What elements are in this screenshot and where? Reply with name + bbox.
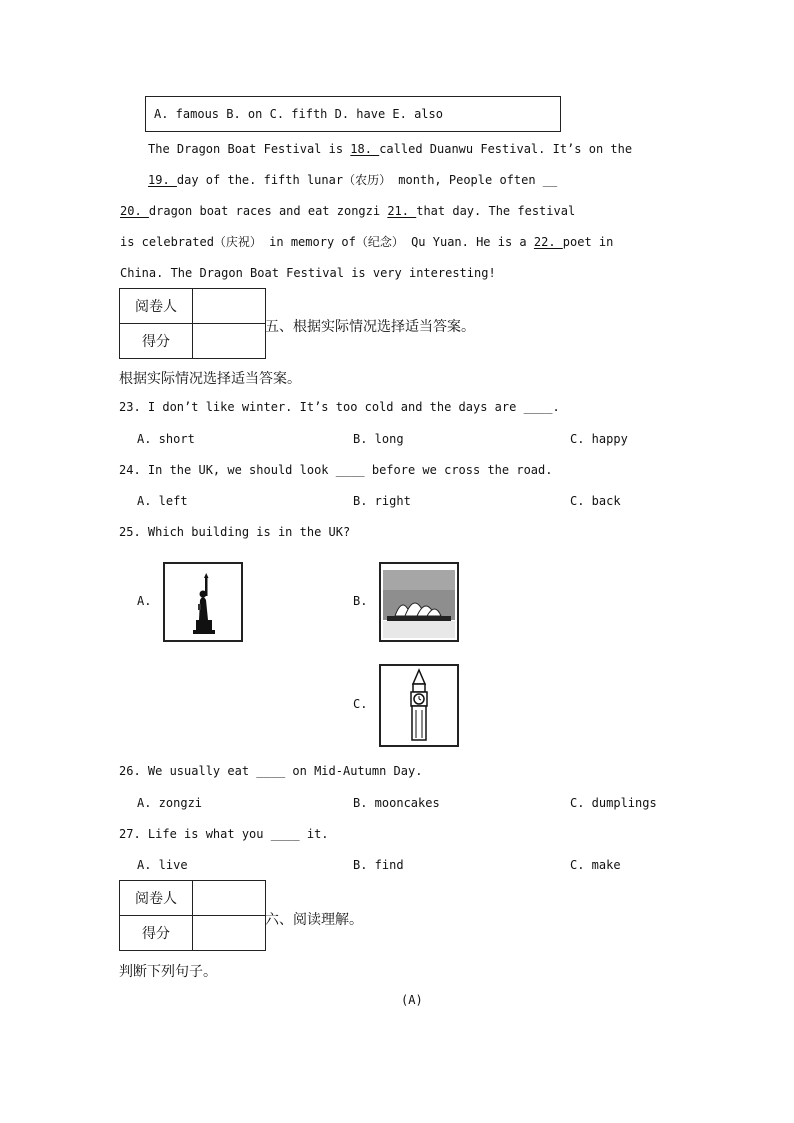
reviewer-label: 阅卷人 [120,289,193,324]
q26-stem: 26. We usually eat ____ on Mid-Autumn Day. [119,764,423,778]
passage-text: The Dragon Boat Festival is [148,142,351,156]
score-cell[interactable] [193,916,266,951]
q23-option-a[interactable]: A. short [137,432,195,446]
passage-text: day of the. fifth lunar（农历） month, People often __ [176,173,558,187]
q24-option-c[interactable]: C. back [570,494,621,508]
word-bank-text: A. famous B. on C. fifth D. have E. also [154,107,443,121]
q26-option-b[interactable]: B. mooncakes [353,796,440,810]
passage-text: dragon boat races and eat zongzi [148,204,388,218]
statue-of-liberty-icon [165,564,241,640]
passage-text: poet in [562,235,614,249]
passage-line-2 [148,171,708,189]
q23-stem: 23. I don’t like winter. It’s too cold and the days are ____. [119,400,560,414]
q24-stem: 24. In the UK, we should look ____ before we cross the road. [119,463,553,477]
q26-option-c[interactable]: C. dumplings [570,796,657,810]
q25-option-a[interactable]: A. [137,594,152,608]
q26-option-a[interactable]: A. zongzi [137,796,203,810]
q27-stem: 27. Life is what you ____ it. [119,827,329,841]
q23-option-b[interactable]: B. long [353,432,404,446]
passage-line-1 [148,140,708,158]
passage-line-4 [120,233,680,251]
section5-instruction: 根据实际情况选择适当答案。 [119,371,301,387]
section5-title: 五、根据实际情况选择适当答案。 [265,319,475,335]
opera-house-icon [381,564,457,640]
reviewer-cell[interactable] [193,881,266,916]
q23-option-c[interactable]: C. happy [570,432,628,446]
sydney-opera-house-image[interactable] [379,562,459,642]
score-table-section6 [119,880,266,951]
reviewer-cell[interactable] [193,289,266,324]
q25-option-b[interactable]: B. [353,594,368,608]
q24-option-b[interactable]: B. right [353,494,411,508]
q27-option-a[interactable]: A. live [137,858,188,872]
passage-subtitle: (A) [401,993,423,1007]
q25-option-c[interactable]: C. [353,697,368,711]
q27-option-b[interactable]: B. find [353,858,404,872]
big-ben-image[interactable] [379,664,459,747]
statue-of-liberty-image[interactable] [163,562,243,642]
blank-21[interactable]: 21. [387,204,417,218]
passage-line-5: China. The Dragon Boat Festival is very interesting! [120,266,496,280]
section6-instruction: 判断下列句子。 [119,964,217,980]
blank-22[interactable]: 22. [533,235,563,249]
reviewer-label: 阅卷人 [120,881,193,916]
score-label: 得分 [120,916,193,951]
passage-text: is celebrated（庆祝） in memory of（纪念） Qu Yuan. He is a [120,235,534,249]
q24-option-a[interactable]: A. left [137,494,188,508]
section6-title: 六、阅读理解。 [265,912,363,928]
passage-text: called Duanwu Festival. It’s on the [379,142,633,156]
score-cell[interactable] [193,324,266,359]
q25-stem: 25. Which building is in the UK? [119,525,351,539]
big-ben-icon [381,666,457,745]
blank-20[interactable]: 20. [120,204,149,218]
passage-text: that day. The festival [416,204,576,218]
blank-19[interactable]: 19. [148,173,177,187]
score-table-section5 [119,288,266,359]
blank-18[interactable]: 18. [350,142,380,156]
passage-line-3 [120,202,680,220]
q27-option-c[interactable]: C. make [570,858,621,872]
score-label: 得分 [120,324,193,359]
